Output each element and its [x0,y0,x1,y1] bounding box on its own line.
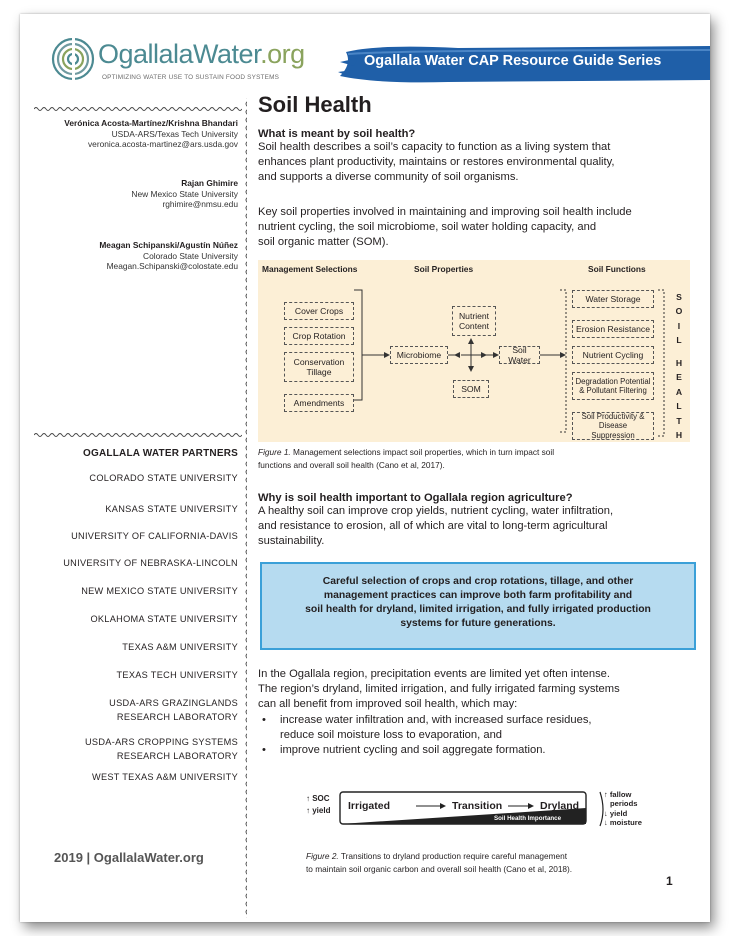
author-email[interactable]: Meagan.Schipanski@colostate.edu [106,261,238,271]
partner-item: RESEARCH LABORATORY [116,712,238,722]
author-affiliation: New Mexico State University [131,188,238,199]
text-line: management practices can improve both farm profitability and [323,590,633,601]
list-item [258,713,700,743]
page-number: 1 [666,874,673,888]
text-line: In the Ogallala region, precipitation events are limited yet often intense. [258,668,610,680]
transition-label: Transition [452,800,503,812]
vertical-label-soil [674,290,684,348]
column-header-functions: Soil Functions [588,264,646,274]
text-line: soil organic matter (SOM). [258,236,389,249]
yield-down-label: ↓ yield [604,808,628,818]
vertical-letter: E [676,372,682,383]
benefit-list [258,713,700,759]
text-line: • increase water infiltration and, with increased surface residues, [280,713,592,726]
moisture-label: ↓ moisture [604,818,642,828]
partner-item: WEST TEXAS A&M UNIVERSITY [91,772,238,782]
text-line: Key soil properties involved in maintaining and improving soil health include [258,206,632,218]
partner-item: NEW MEXICO STATE UNIVERSITY [81,586,238,596]
management-box: Amendments [284,394,354,412]
partner-item: UNIVERSITY OF NEBRASKA-LINCOLN [63,558,238,568]
document-page [20,14,710,922]
logo-rings-icon [50,36,96,82]
author-affiliation: Colorado State University [143,250,238,261]
sidebar-top-divider [34,106,242,112]
management-box: Cover Crops [284,302,354,320]
vertical-letter: A [675,386,683,397]
vertical-letter: H [675,358,683,368]
vertical-letter: H [675,430,683,441]
text-line: A healthy soil can improve crop yields, nutrient cycling, water infiltration, [258,505,614,517]
text-line: The region’s dryland, limited irrigation, and fully irrigated farming systems [258,683,620,696]
section-heading: Why is soil health important to Ogallala region agriculture? [258,492,573,504]
outcomes-labels [604,790,642,828]
column-header-management: Management Selections [262,264,358,274]
footer-year-site: 2019 | OgallalaWater.org [54,850,204,865]
text-line: Transitions to dryland production require careful management [338,851,568,861]
sidebar-mid-divider [34,432,242,438]
caption-label: Figure 1. [258,447,291,457]
text-line: to maintain soil organic carbon and overall soil health (Cano et al, 2018). [306,863,573,874]
microbiome-box: Microbiome [390,346,448,364]
text-line: and resistance to erosion, all of which are vital to long-term agricultural [258,520,608,533]
vertical-letter: I [677,320,681,331]
series-banner [338,42,710,84]
column-header-properties: Soil Properties [414,264,474,274]
nutrient-content-box: Nutrient Content [452,306,496,336]
author-names: Verónica Acosta-Martínez/Krishna Bhandari [64,118,238,128]
partner-item: USDA-ARS GRAZINGLANDS [109,698,238,708]
importance-label: Soil Health Importance [494,815,562,822]
figure-2-diagram [304,782,676,846]
section-what-is [258,128,700,186]
vertical-letter: T [676,415,682,426]
logo-suffix-text: .org [260,39,305,69]
partner-item: RESEARCH LABORATORY [116,751,238,761]
text-line: Soil health describes a soil’s capacity to function as a living system that [258,141,611,153]
paragraph [258,504,700,550]
logo-wordmark [98,39,305,70]
periods-label: periods [610,799,638,809]
author-block-2 [34,178,238,210]
logo-main-text: OgallalaWater [98,39,261,69]
author-affiliation: USDA-ARS/Texas Tech University [111,128,238,139]
logo [50,36,305,96]
dryland-label: Dryland [540,800,580,812]
text-line: can all benefit from improved soil health, which may: [258,698,518,711]
series-banner-text: Ogallala Water CAP Resource Guide Series [364,53,662,69]
partner-item: COLORADO STATE UNIVERSITY [89,473,238,483]
partner-item: USDA-ARS CROPPING SYSTEMS [85,737,238,747]
paragraph [258,667,700,758]
column-divider [245,98,247,918]
text-line: soil health for dryland, limited irrigation, and fully irrigated production [305,604,651,615]
author-block-1 [34,118,238,150]
text-line: Careful selection of crops and crop rotations, tillage, and other [322,576,634,587]
soc-label: ↑ SOC [306,794,330,803]
text-line: functions and overall soil health (Cano et al, 2017). [258,459,445,470]
callout-box [260,562,696,650]
section-heading: What is meant by soil health? [258,128,416,140]
function-box: Soil Productivity & Disease Suppression [572,412,654,440]
text-line: systems for future generations. [400,618,556,629]
management-box: Conservation Tillage [284,352,354,382]
vertical-letter: O [675,306,683,317]
text-line: sustainability. [258,535,325,548]
irrigated-label: Irrigated [348,800,391,812]
vertical-letter: L [676,335,682,346]
som-box: SOM [453,380,489,398]
text-line: and supports a diverse community of soil organisms. [258,171,519,184]
text-line: Management selections impact soil properties, which in turn impact soil [290,447,555,457]
yield-up-label: ↑ yield [306,806,331,815]
paragraph [258,140,700,186]
partner-item: UNIVERSITY OF CALIFORNIA-DAVIS [71,531,238,541]
partner-item: KANSAS STATE UNIVERSITY [105,504,238,514]
figure-2-caption [306,850,686,875]
text-line: reduce soil moisture loss to evaporation, and [280,728,503,741]
vertical-label-health [674,356,684,442]
function-box: Erosion Resistance [572,320,654,338]
function-box: Water Storage [572,290,654,308]
vertical-letter: L [676,401,682,412]
vertical-letter: S [676,292,682,302]
function-box: Degradation Potential & Pollutant Filtering [572,372,654,400]
logo-tagline: OPTIMIZING WATER USE TO SUSTAIN FOOD SYSTEMS [102,74,280,81]
management-box: Crop Rotation [284,327,354,345]
text-line: • improve nutrient cycling and soil aggregate formation. [280,744,546,757]
section-why-important [258,492,700,550]
author-block-3 [34,240,238,272]
list-item [258,743,700,758]
soil-water-box: Soil Water [499,346,540,364]
caption-label: Figure 2. [306,851,339,861]
page-title: Soil Health [258,92,372,117]
text-line: enhances plant productivity, maintains or restores environmental quality, [258,156,615,169]
author-email[interactable]: rghimire@nmsu.edu [162,199,238,209]
paragraph [258,205,700,251]
figure-1-diagram [258,260,690,442]
author-names: Rajan Ghimire [181,178,238,188]
fallow-label: ↑ fallow [604,790,632,799]
function-box: Nutrient Cycling [572,346,654,364]
text-line: nutrient cycling, the soil microbiome, soil water holding capacity, and [258,221,597,234]
partners-title: OGALLALA WATER PARTNERS [83,448,238,459]
partner-item: TEXAS A&M UNIVERSITY [122,642,238,652]
partner-item: TEXAS TECH UNIVERSITY [116,670,238,680]
figure-1-caption [258,446,554,471]
author-names: Meagan Schipanski/Agustín Núñez [99,240,238,250]
author-email[interactable]: veronica.acosta-martinez@ars.usda.gov [87,139,238,149]
partner-item: OKLAHOMA STATE UNIVERSITY [90,614,238,624]
